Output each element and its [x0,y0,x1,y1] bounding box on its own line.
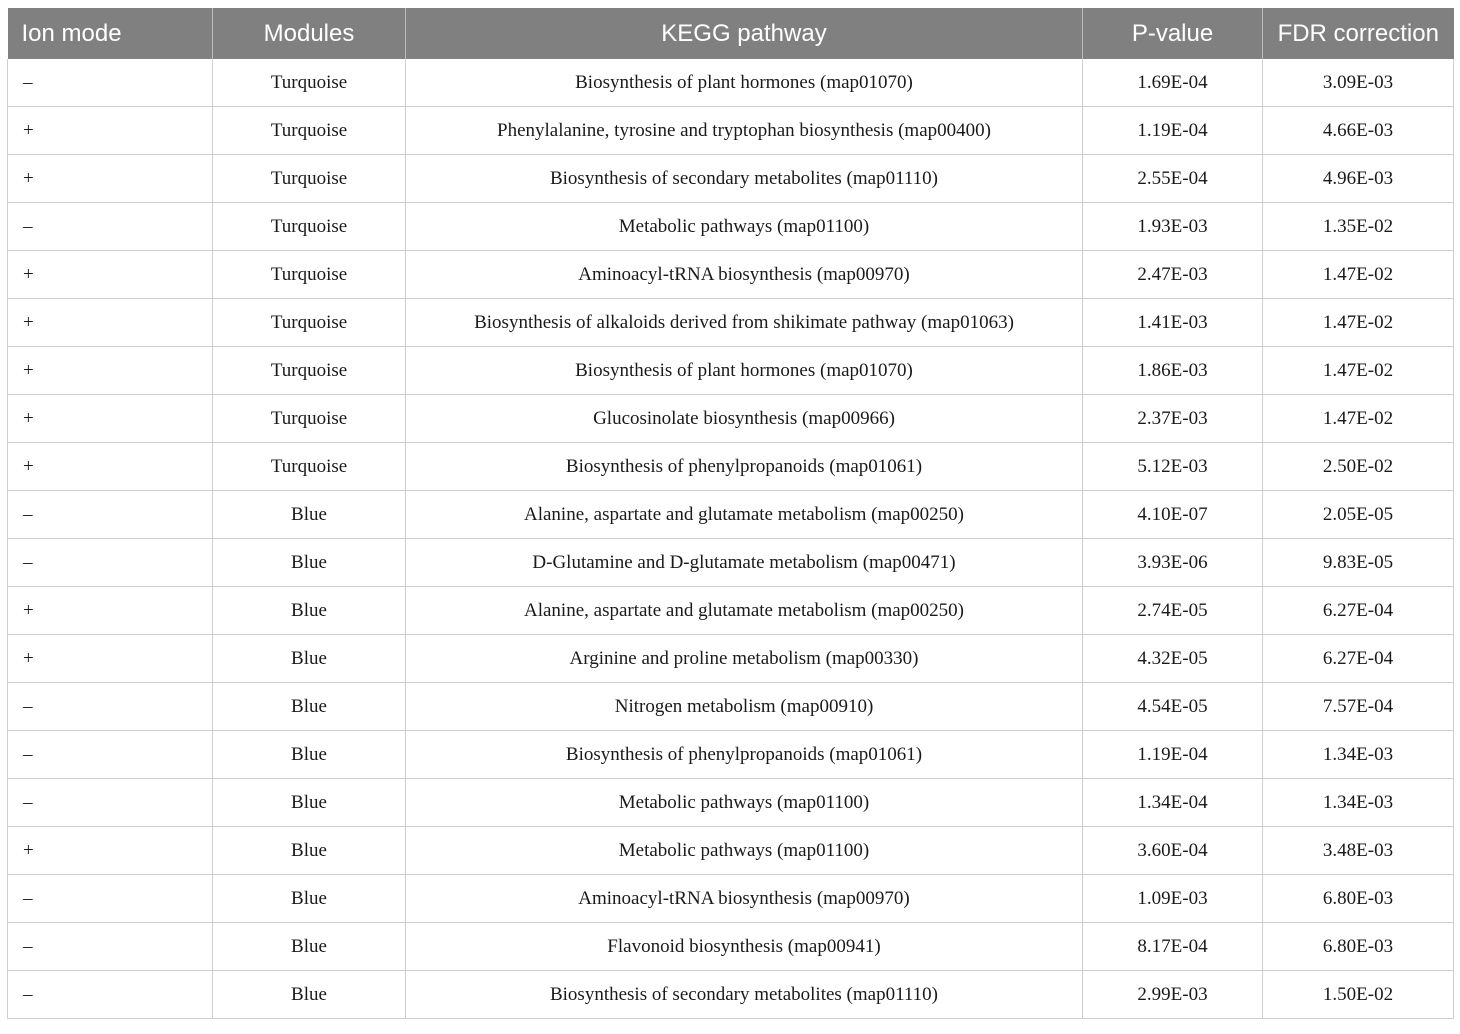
table-row [8,539,1454,587]
cell-kegg-pathway: Biosynthesis of secondary metabolites (map01110) [406,971,1083,1019]
table-row [8,491,1454,539]
cell-module: Turquoise [213,251,406,299]
cell-p-value: 3.60E-04 [1083,827,1263,875]
cell-p-value: 2.47E-03 [1083,251,1263,299]
cell-kegg-pathway: Alanine, aspartate and glutamate metabolism (map00250) [406,491,1083,539]
cell-kegg-pathway: Flavonoid biosynthesis (map00941) [406,923,1083,971]
cell-p-value: 1.41E-03 [1083,299,1263,347]
cell-kegg-pathway: Aminoacyl-tRNA biosynthesis (map00970) [406,875,1083,923]
table-row [8,347,1454,395]
cell-kegg-pathway: Biosynthesis of phenylpropanoids (map01061) [406,731,1083,779]
cell-p-value: 2.99E-03 [1083,971,1263,1019]
table-row [8,107,1454,155]
cell-p-value: 2.74E-05 [1083,587,1263,635]
cell-module: Blue [213,875,406,923]
table-row [8,827,1454,875]
cell-ion-mode: + [8,443,213,491]
cell-ion-mode: + [8,347,213,395]
cell-module: Blue [213,635,406,683]
cell-kegg-pathway: D-Glutamine and D-glutamate metabolism (map00471) [406,539,1083,587]
cell-ion-mode: + [8,251,213,299]
cell-ion-mode: + [8,587,213,635]
cell-p-value: 3.93E-06 [1083,539,1263,587]
cell-ion-mode: – [8,491,213,539]
cell-fdr-correction: 6.80E-03 [1263,875,1454,923]
cell-fdr-correction: 1.47E-02 [1263,251,1454,299]
cell-module: Turquoise [213,203,406,251]
table-row [8,971,1454,1019]
cell-p-value: 4.10E-07 [1083,491,1263,539]
cell-fdr-correction: 6.27E-04 [1263,587,1454,635]
cell-fdr-correction: 6.27E-04 [1263,635,1454,683]
cell-module: Turquoise [213,395,406,443]
cell-p-value: 8.17E-04 [1083,923,1263,971]
cell-ion-mode: + [8,827,213,875]
cell-fdr-correction: 2.50E-02 [1263,443,1454,491]
cell-fdr-correction: 9.83E-05 [1263,539,1454,587]
cell-module: Turquoise [213,59,406,107]
table-row [8,299,1454,347]
table-row [8,155,1454,203]
cell-ion-mode: – [8,731,213,779]
cell-kegg-pathway: Phenylalanine, tyrosine and tryptophan biosynthesis (map00400) [406,107,1083,155]
cell-p-value: 1.86E-03 [1083,347,1263,395]
cell-module: Turquoise [213,347,406,395]
header-ion-mode: Ion mode [8,8,213,59]
cell-fdr-correction: 1.34E-03 [1263,779,1454,827]
cell-module: Turquoise [213,107,406,155]
table-row [8,875,1454,923]
table-row [8,923,1454,971]
table-row [8,731,1454,779]
cell-module: Blue [213,491,406,539]
table-row [8,779,1454,827]
table-row [8,443,1454,491]
table-row [8,395,1454,443]
cell-ion-mode: – [8,779,213,827]
cell-module: Blue [213,923,406,971]
cell-ion-mode: – [8,875,213,923]
cell-ion-mode: – [8,923,213,971]
kegg-pathway-table [7,8,1454,1019]
cell-fdr-correction: 1.35E-02 [1263,203,1454,251]
cell-fdr-correction: 3.09E-03 [1263,59,1454,107]
header-modules: Modules [213,8,406,59]
cell-kegg-pathway: Metabolic pathways (map01100) [406,779,1083,827]
cell-module: Blue [213,971,406,1019]
cell-ion-mode: + [8,155,213,203]
cell-kegg-pathway: Aminoacyl-tRNA biosynthesis (map00970) [406,251,1083,299]
cell-module: Turquoise [213,443,406,491]
cell-module: Blue [213,779,406,827]
cell-ion-mode: – [8,971,213,1019]
cell-p-value: 4.54E-05 [1083,683,1263,731]
table-header [8,8,1454,59]
cell-module: Blue [213,731,406,779]
cell-p-value: 2.55E-04 [1083,155,1263,203]
cell-kegg-pathway: Nitrogen metabolism (map00910) [406,683,1083,731]
cell-ion-mode: + [8,635,213,683]
cell-fdr-correction: 1.50E-02 [1263,971,1454,1019]
cell-fdr-correction: 6.80E-03 [1263,923,1454,971]
cell-module: Blue [213,587,406,635]
cell-module: Blue [213,827,406,875]
table-row [8,683,1454,731]
cell-kegg-pathway: Arginine and proline metabolism (map00330) [406,635,1083,683]
cell-p-value: 4.32E-05 [1083,635,1263,683]
cell-fdr-correction: 1.47E-02 [1263,347,1454,395]
cell-module: Turquoise [213,155,406,203]
cell-kegg-pathway: Biosynthesis of plant hormones (map01070) [406,347,1083,395]
cell-ion-mode: + [8,107,213,155]
cell-module: Blue [213,539,406,587]
cell-ion-mode: + [8,395,213,443]
cell-kegg-pathway: Metabolic pathways (map01100) [406,203,1083,251]
cell-p-value: 1.19E-04 [1083,731,1263,779]
cell-fdr-correction: 1.34E-03 [1263,731,1454,779]
cell-p-value: 1.34E-04 [1083,779,1263,827]
header-p-value: P-value [1083,8,1263,59]
table-body [8,59,1454,1019]
cell-p-value: 1.93E-03 [1083,203,1263,251]
cell-kegg-pathway: Alanine, aspartate and glutamate metabolism (map00250) [406,587,1083,635]
cell-fdr-correction: 1.47E-02 [1263,299,1454,347]
cell-p-value: 1.09E-03 [1083,875,1263,923]
cell-kegg-pathway: Biosynthesis of alkaloids derived from shikimate pathway (map01063) [406,299,1083,347]
cell-p-value: 1.69E-04 [1083,59,1263,107]
cell-ion-mode: – [8,203,213,251]
cell-ion-mode: – [8,539,213,587]
cell-fdr-correction: 3.48E-03 [1263,827,1454,875]
cell-module: Turquoise [213,299,406,347]
cell-fdr-correction: 2.05E-05 [1263,491,1454,539]
header-kegg-pathway: KEGG pathway [406,8,1083,59]
table-row [8,203,1454,251]
table-row [8,251,1454,299]
header-row [8,8,1454,59]
table-container [7,8,1453,1019]
cell-p-value: 2.37E-03 [1083,395,1263,443]
table-row [8,635,1454,683]
cell-kegg-pathway: Glucosinolate biosynthesis (map00966) [406,395,1083,443]
cell-ion-mode: – [8,59,213,107]
cell-p-value: 1.19E-04 [1083,107,1263,155]
table-row [8,587,1454,635]
table-row [8,59,1454,107]
cell-kegg-pathway: Metabolic pathways (map01100) [406,827,1083,875]
cell-fdr-correction: 4.96E-03 [1263,155,1454,203]
cell-kegg-pathway: Biosynthesis of plant hormones (map01070) [406,59,1083,107]
cell-kegg-pathway: Biosynthesis of phenylpropanoids (map01061) [406,443,1083,491]
cell-fdr-correction: 1.47E-02 [1263,395,1454,443]
cell-fdr-correction: 4.66E-03 [1263,107,1454,155]
cell-fdr-correction: 7.57E-04 [1263,683,1454,731]
cell-ion-mode: + [8,299,213,347]
cell-p-value: 5.12E-03 [1083,443,1263,491]
cell-ion-mode: – [8,683,213,731]
cell-module: Blue [213,683,406,731]
cell-kegg-pathway: Biosynthesis of secondary metabolites (map01110) [406,155,1083,203]
header-fdr-correction: FDR correction [1263,8,1454,59]
